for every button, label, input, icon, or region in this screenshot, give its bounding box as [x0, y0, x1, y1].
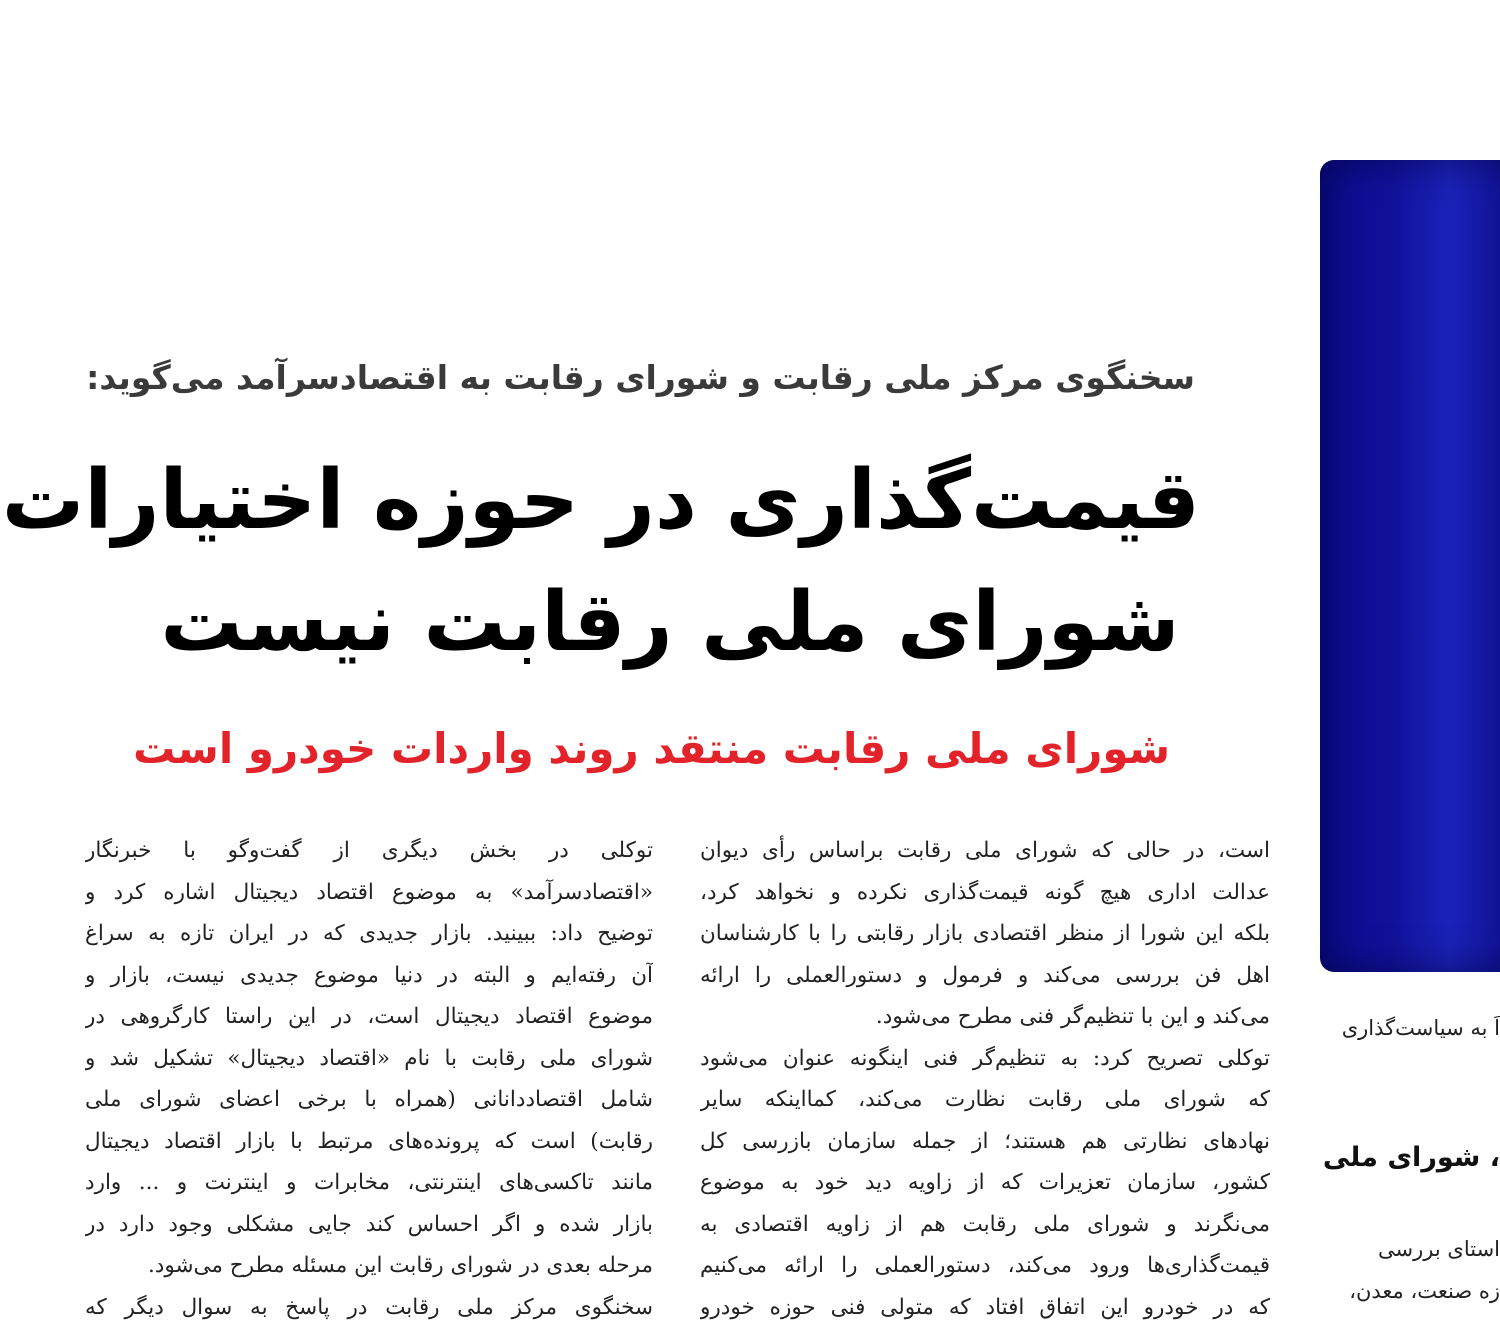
article-subhead: شورای ملی رقابت منتقد روند واردات خودرو است [160, 718, 1170, 780]
body-line: نهادهای نظارتی هم هستند؛ از جمله سازمان بازرسی کل [700, 1121, 1270, 1163]
body-line: سخنگوی مرکز ملی رقابت در پاسخ به سوال دیگر که [85, 1287, 653, 1328]
body-line: بازار شده و اگر احساس کند جایی مشکلی وجود دارد در [85, 1204, 653, 1246]
side-body-line: استای بررسی [1300, 1228, 1500, 1270]
body-line: توضیح داد: ببینید. بازار جدیدی که در ایران تازه به سراغ [85, 913, 653, 955]
body-column-right [700, 830, 1270, 1328]
photo-caption-fragment: اً به سیاست‌گذاری [1300, 1016, 1500, 1040]
body-line: اهل فن بررسی می‌کند و فرمول و دستورالعملی را ارائه [700, 955, 1270, 997]
body-line: شامل اقتصاددانانی (همراه با برخی اعضای شورای ملی [85, 1079, 653, 1121]
body-line: «اقتصادسرآمد» به موضوع اقتصاد دیجیتال اشاره کرد و [85, 872, 653, 914]
body-line: می‌کند و این با تنظیم‌گر فنی مطرح می‌شود. [700, 996, 1270, 1038]
body-line: عدالت اداری هیچ گونه قیمت‌گذاری نکرده و نخواهد کرد، [700, 872, 1270, 914]
side-subhead-fragment: ، شورای ملی [1300, 1142, 1500, 1173]
body-line: توکلی تصریح کرد: به تنظیم‌گر فنی اینگونه عنوان می‌شود [700, 1038, 1270, 1080]
body-line: کشور، سازمان تعزیرات که از زاویه دید خود به موضوع [700, 1162, 1270, 1204]
body-line: بلکه این شورا از منظر اقتصادی بازار رقابتی را با کارشناسان [700, 913, 1270, 955]
article-kicker: سخنگوی مرکز ملی رقابت و شورای رقابت به اقتصادسرآمد می‌گوید: [150, 352, 1195, 404]
side-body-fragment [1300, 1228, 1500, 1312]
body-line: آن رفته‌ایم و البته در دنیا موضوع جدیدی نیست، بازار و [85, 955, 653, 997]
body-line: که در خودرو این اتفاق افتاد که متولی فنی حوزه خودرو [700, 1287, 1270, 1328]
body-line: است، در حالی که شورای ملی رقابت براساس رأی دیوان [700, 830, 1270, 872]
headline-line-1: قیمت‌گذاری در حوزه اختیارات [140, 440, 1200, 562]
body-line: مرحله بعدی در شورای رقابت این مسئله مطرح می‌شود. [85, 1245, 653, 1287]
body-line: مانند تاکسی‌های اینترنتی، مخابرات و اینترنت و ... وارد [85, 1162, 653, 1204]
side-body-line: زه صنعت، معدن، [1300, 1270, 1500, 1312]
body-line: موضوع اقتصاد دیجیتال است، در این راستا کارگروهی در [85, 996, 653, 1038]
body-line: توکلی در بخش دیگری از گفت‌وگو با خبرنگار [85, 830, 653, 872]
article-headline [140, 440, 1200, 684]
headline-line-2: شورای ملی رقابت نیست [140, 562, 1200, 684]
article-photo [1320, 160, 1500, 972]
body-line: می‌نگرند و شورای ملی رقابت هم از زاویه اقتصادی به [700, 1204, 1270, 1246]
body-line: قیمت‌گذاری‌ها ورود می‌کند، دستورالعملی را ارائه می‌کنیم [700, 1245, 1270, 1287]
body-column-left [85, 830, 653, 1328]
body-line: رقابت) است که پرونده‌های مرتبط با بازار اقتصاد دیجیتال [85, 1121, 653, 1163]
body-line: که شورای ملی رقابت نظارت می‌کند، کمااینکه سایر [700, 1079, 1270, 1121]
body-line: شورای ملی رقابت با نام «اقتصاد دیجیتال» تشکیل شد و [85, 1038, 653, 1080]
